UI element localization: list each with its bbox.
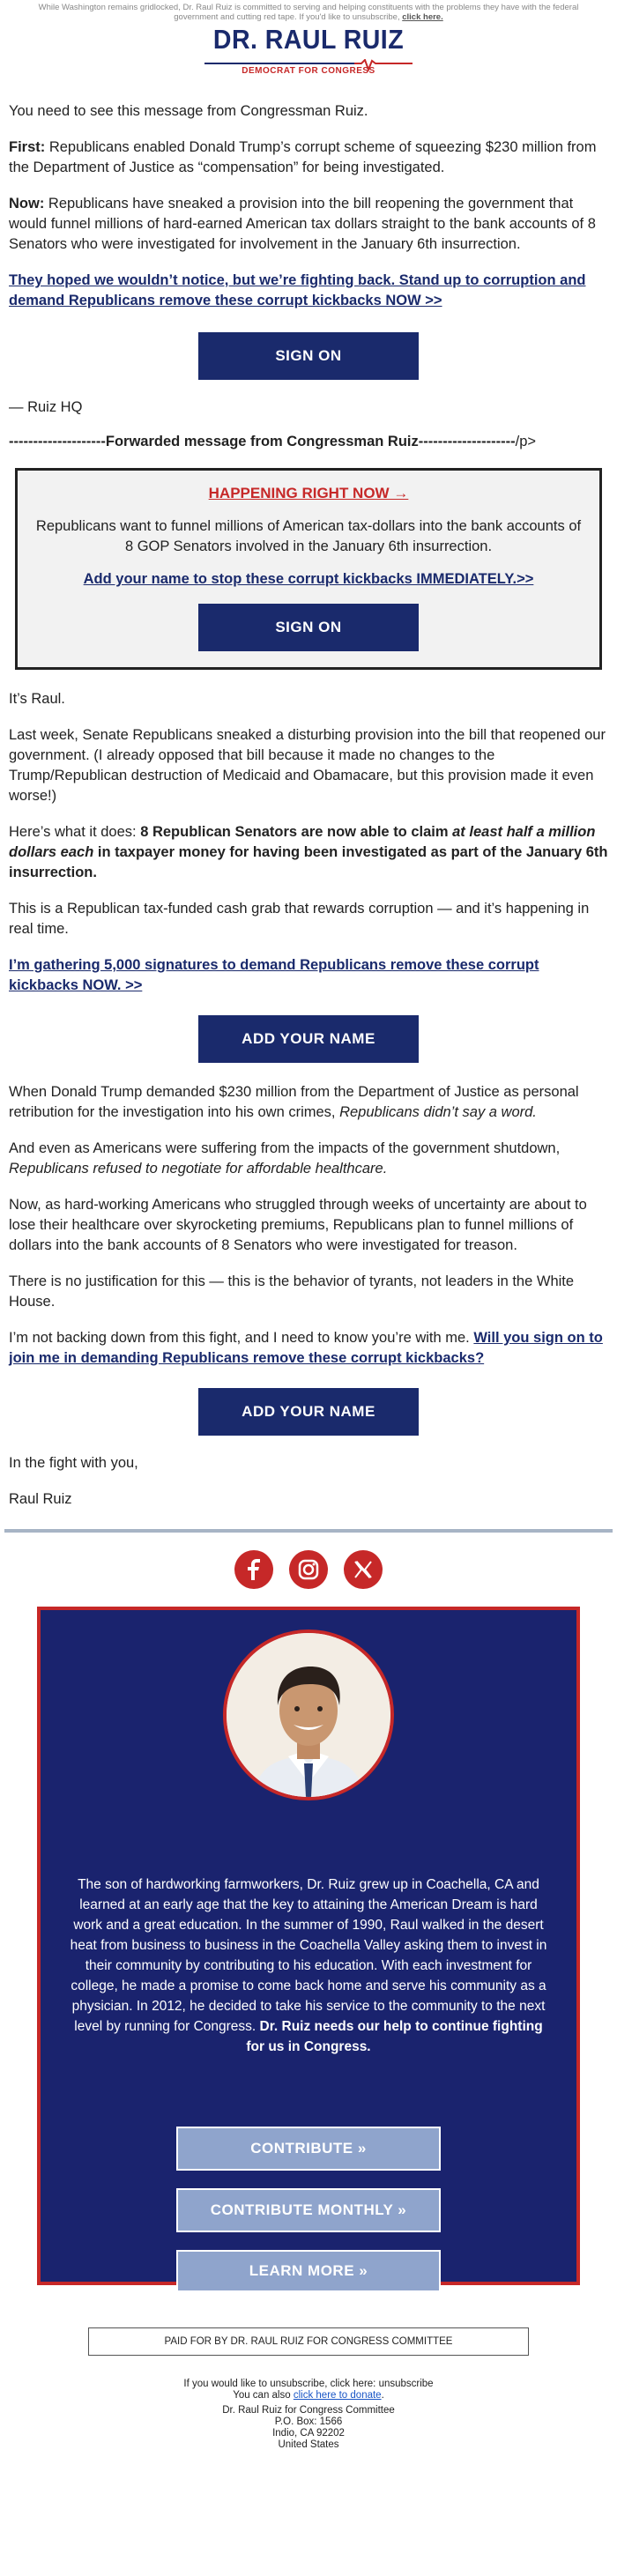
paid-for-disclaimer: PAID FOR BY DR. RAUL RUIZ FOR CONGRESS COMMITTEE (88, 2327, 529, 2356)
sign-on-button[interactable]: SIGN ON (198, 332, 419, 380)
letter-paragraph (9, 1139, 608, 1179)
avatar (223, 1629, 394, 1800)
org-name: Dr. Raul Ruiz for Congress Committee (222, 2405, 395, 2416)
letter-paragraph: Last week, Senate Republicans sneaked a disturbing provision into the bill that reopened our government. (I already opposed that bill because it made no changes to the Trump/Republican destruction of Medicaid and Obamacare, but this provision made it even worse!) (9, 727, 606, 804)
forwarded-divider-tail: /p> (515, 434, 537, 449)
letter-text: Here’s what it does: (9, 824, 141, 840)
letter-bold: in taxpayer money for having been investigated as part of the January 6th insurrection. (9, 844, 608, 880)
forwarded-divider-text: --------------------Forwarded message from Congressman Ruiz-------------------- (9, 434, 516, 449)
now-text: Republicans have sneaked a provision into the bill reopening the government that would funnel millions of hard-earned American tax dollars straight to the bank accounts of 8 Senators who were investigated for involvement in the January 6th insurrection. (9, 196, 596, 252)
donate-prefix: You can also (233, 2390, 294, 2401)
happening-now-text: Republicans want to funnel millions of American tax-dollars into the bank accounts of 8 GOP Senators involved in the January 6th insurrection. (35, 518, 582, 554)
learn-more-button[interactable]: LEARN MORE » (176, 2250, 441, 2292)
letter-paragraph: There is no justification for this — this is the behavior of tyrants, not leaders in the White House. (9, 1273, 575, 1310)
add-your-name-button-2[interactable]: ADD YOUR NAME (198, 1388, 419, 1436)
letter-paragraph (9, 1082, 608, 1123)
bio-bold: Dr. Ruiz needs our help to continue fighting for us in Congress. (246, 2019, 543, 2054)
donate-link[interactable]: click here to donate (293, 2390, 382, 2401)
letter-section (0, 679, 617, 1510)
closing: In the fight with you, (9, 1455, 138, 1471)
x-icon[interactable] (344, 1550, 383, 1589)
preheader-text: While Washington remains gridlocked, Dr. Raul Ruiz is committed to serving and helping constituents with the problems they have with the federal government and cutting red tape. If you'd like to unsubscribe, (38, 3, 579, 22)
fight-back-link[interactable]: They hoped we wouldn’t notice, but we’re fighting back. Stand up to corruption and demand Republicans remove these corrupt kickbacks NOW >> (9, 272, 586, 308)
contribute-monthly-button[interactable]: CONTRIBUTE MONTHLY » (176, 2188, 441, 2232)
letter-paragraph: This is a Republican tax-funded cash grab that rewards corruption — and it’s happening in real time. (9, 901, 590, 937)
stop-kickbacks-link[interactable]: Add your name to stop these corrupt kickbacks IMMEDIATELY.>> (83, 571, 534, 587)
sign-on-join-link[interactable]: Will you sign on to join me in demanding Republicans remove these corrupt kickbacks? (9, 1330, 603, 1366)
bio-card (37, 1607, 580, 2285)
preheader-unsubscribe-link[interactable]: click here. (402, 12, 443, 22)
letter-bold: 8 Republican Senators are now able to claim (140, 824, 453, 840)
bio-text (67, 1874, 550, 2057)
letter-text: I’m not backing down from this fight, and I need to know you’re with me. (9, 1330, 474, 1346)
now-label: Now: (9, 196, 45, 212)
section-divider (4, 1529, 613, 1533)
letter-italic: Republicans didn’t say a word. (339, 1104, 537, 1120)
intro-line: You need to see this message from Congressman Ruiz. (9, 103, 368, 119)
country: United States (278, 2439, 339, 2450)
contribute-button[interactable]: CONTRIBUTE » (176, 2127, 441, 2171)
donate-line (0, 2390, 617, 2402)
unsubscribe-text[interactable]: If you would like to unsubscribe, click here: unsubscribe (183, 2379, 434, 2389)
facebook-icon[interactable] (234, 1550, 273, 1589)
portrait-icon (227, 1633, 390, 1797)
signature: Raul Ruiz (9, 1491, 72, 1507)
letter-paragraph (9, 1328, 608, 1369)
logo-name: DR. RAUL RUIZ (212, 24, 405, 55)
instagram-icon[interactable] (289, 1550, 328, 1589)
signoff: — Ruiz HQ (9, 399, 83, 415)
po-box: P.O. Box: 1566 (274, 2416, 343, 2427)
logo (0, 25, 617, 79)
preheader (0, 0, 617, 25)
letter-greeting: It’s Raul. (9, 691, 65, 707)
first-text: Republicans enabled Donald Trump’s corrupt scheme of squeezing $230 million from the Department of Justice as “compensation” for being investigated. (9, 139, 597, 175)
first-label: First: (9, 139, 46, 155)
forwarded-divider (9, 434, 608, 450)
letter-text: And even as Americans were suffering from the impacts of the government shutdown, (9, 1140, 561, 1156)
first-paragraph (9, 137, 608, 178)
happening-now-heading[interactable]: HAPPENING RIGHT NOW → (208, 485, 409, 501)
letter-italic: Republicans refused to negotiate for affordable healthcare. (9, 1161, 388, 1177)
social-links (0, 1550, 617, 1594)
letter-text: When Donald Trump demanded $230 million from the Department of Justice as personal retribution for the investigation into his own crimes, (9, 1084, 579, 1120)
letter-paragraph (9, 822, 608, 883)
box-sign-on-button[interactable]: SIGN ON (198, 604, 419, 651)
bio-body: The son of hardworking farmworkers, Dr. Ruiz grew up in Coachella, CA and learned at an early age that the key to attaining the American Dream is hard work and a great education. In the summer of 1990, Raul walked in the desert heat from business to business in the Coachella Valley asking them to invest in their community by contributing to his education. With each investment for college, he made a promise to come back home and serve his community as a physician. In 2012, he decided to take his service to the community to the next level by running for Congress. (70, 1877, 547, 2034)
donate-suffix: . (381, 2390, 384, 2401)
letter-bold-italic: at least half a million dollars each (9, 824, 596, 860)
letter-paragraph: Now, as hard-working Americans who struggled through weeks of uncertainty are about to lose their healthcare over skyrocketing premiums, Republicans plan to funnel millions of dollars into the bank accounts of 8 Senators who were investigated for treason. (9, 1197, 587, 1253)
footer (0, 2379, 617, 2451)
happening-now-box (15, 468, 602, 670)
gathering-signatures-link[interactable]: I’m gathering 5,000 signatures to demand Republicans remove these corrupt kickbacks NOW. >> (9, 957, 539, 993)
intro-section (0, 79, 617, 450)
add-your-name-button[interactable]: ADD YOUR NAME (198, 1015, 419, 1063)
now-paragraph (9, 194, 608, 255)
logo-tagline: DEMOCRAT FOR CONGRESS (242, 66, 375, 76)
city: Indio, CA 92202 (272, 2428, 345, 2439)
